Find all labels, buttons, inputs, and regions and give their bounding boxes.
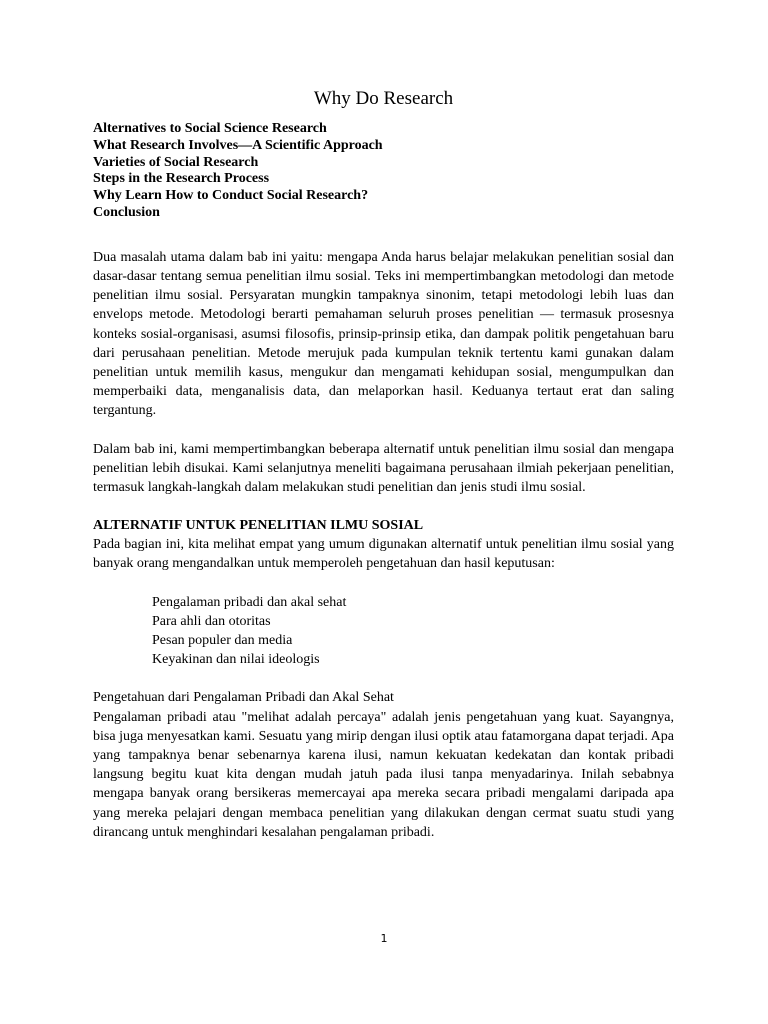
spacer (93, 574, 674, 593)
page-title: Why Do Research (313, 88, 454, 109)
subsection-paragraph: Pengalaman pribadi atau "melihat adalah percaya" adalah jenis pengetahuan yang kuat. Sayangnya, bisa juga menyesatkan kami. Sesuatu yang mirip dengan ilusi optik atau fatamorgana dapat terjadi. Apa yang tampaknya benar sebenarnya karena ilusi, namun kekuatan kedekatan dan kontak pribadi langsung begitu kuat kita dengan mudah jatuh pada ilusi tanpa menyadarinya. Inilah sebabnya mengapa banyak orang bersikeras memercayai apa mereka secara pribadi mengalami daripada apa yang mereka pelajari dengan membaca penelitian yang dilakukan dengan cermat suatu studi yang dirancang untuk menghindari kesalahan pengalaman pribadi. (93, 709, 674, 840)
list-item: Pesan populer dan media (152, 633, 293, 649)
section-intro-paragraph: Pada bagian ini, kita melihat empat yang umum digunakan alternatif untuk penelitian ilmu sosial yang banyak orang mengandalkan untuk memperoleh pengetahuan dan hasil keputusan: (93, 537, 674, 572)
spacer (93, 222, 674, 248)
intro-paragraph: Dua masalah utama dalam bab ini yaitu: mengapa Anda harus belajar melakukan penelitian sosial dan dasar-dasar tentang semua penelitian ilmu sosial. Teks ini mempertimbangkan metodologi dan metode penelitian ilmu sosial. Persyaratan mungkin tampaknya sinonim, tetapi metodologi lebih luas dan envelops metode. Metodologi berarti pemahaman seluruh proses penelitian — termasuk prosesnya konteks sosial-organisasi, asumsi filosofis, prinsip-prinsip etika, dan dampak politik pengetahuan baru dari perusahaan penelitian. Metode merujuk pada kumpulan teknik tertentu kami gunakan dalam penelitian untuk memilih kasus, mengukur dan mengamati kehidupan sosial, mengumpulkan dan memperbaiki data, menganalisis data, dan melaporkan hasil. Keduanya tertaut erat dan saling tergantung. (93, 249, 674, 419)
page-number: 1 (380, 932, 388, 945)
outline-item: Why Learn How to Conduct Social Research? (93, 188, 369, 204)
section-heading: ALTERNATIF UNTUK PENELITIAN ILMU SOSIAL (93, 518, 424, 534)
list-item: Keyakinan dan nilai ideologis (152, 652, 320, 668)
knowledge-source-list (93, 593, 674, 670)
list-item: Pengalaman pribadi dan akal sehat (152, 594, 347, 610)
spacer (93, 669, 674, 688)
spacer (93, 497, 674, 516)
document-page (93, 86, 674, 842)
outline-item: What Research Involves—A Scientific Approach (93, 137, 383, 153)
intro-paragraph: Dalam bab ini, kami mempertimbangkan beberapa alternatif untuk penelitian ilmu sosial dan mengapa penelitian lebih disukai. Kami selanjutnya meneliti bagaimana perusahaan ilmiah pekerjaan penelitian, termasuk langkah-langkah dalam melakukan studi penelitian dan jenis studi ilmu sosial. (93, 441, 674, 496)
subsection-heading: Pengetahuan dari Pengalaman Pribadi dan Akal Sehat (93, 690, 394, 706)
outline-item: Varieties of Social Research (93, 154, 259, 170)
chapter-outline (93, 121, 674, 222)
outline-item: Alternatives to Social Science Research (93, 121, 327, 136)
spacer (93, 421, 674, 440)
list-item: Para ahli dan otoritas (152, 613, 271, 629)
outline-item: Conclusion (93, 204, 160, 220)
outline-item: Steps in the Research Process (93, 171, 270, 187)
